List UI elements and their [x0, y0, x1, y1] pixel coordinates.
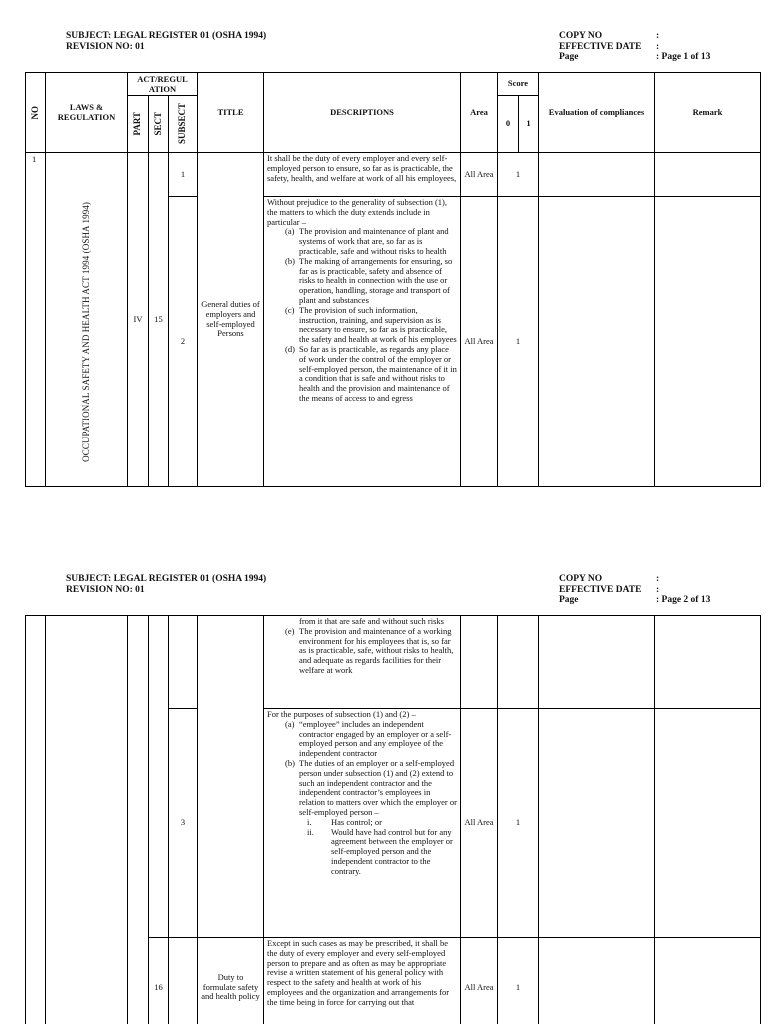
legal-register-table [25, 615, 761, 1024]
page-number-row [559, 595, 759, 606]
item-marker: ii. [307, 826, 314, 837]
subsection-cell: 1 [169, 153, 198, 197]
evaluation-cell [539, 709, 655, 938]
description-cell [264, 153, 461, 197]
item-text: The making of arrangements for ensuring, so far as is practicable, safety and absence of risks to health in connection with the use or operation, handling, storage and transport of plant and substances [299, 255, 453, 305]
part-cell: IV [128, 153, 149, 487]
header-left [66, 574, 266, 595]
header-meta [559, 31, 759, 63]
item-text: So far as is practicable, as regards any place of work under the control of the employer or self-employed person, the maintenance of it in a condition that is safe and without risks to health and the provision and maintenance of the means of access to and egress [299, 343, 457, 403]
title-cell [198, 616, 264, 938]
title-cell: General duties of employers and self-employed Persons [198, 153, 264, 487]
page-label: Page [559, 52, 579, 62]
col-score-header: Score [498, 73, 539, 96]
description-paragraph: It shall be the duty of every employer and every self-employed person to ensure, so far as is practicable, the safety, health, and welfare at work of all his employees, [267, 153, 457, 183]
item-text: The duties of an employer or a self-employed person under subsection (1) and (2) extend to such an independent contractor and the independent contractor’s employees in relation to matters over which the employer or self-employed person – [299, 757, 457, 817]
description-cell [264, 616, 461, 709]
subsection-cell [169, 938, 198, 1024]
remark-cell [655, 616, 761, 709]
part-cell [128, 616, 149, 1024]
page-number-row [559, 52, 759, 63]
col-no-label: NO [29, 105, 40, 120]
area-cell: All Area [461, 197, 498, 487]
col-score-1-header: 1 [519, 96, 539, 153]
description-item [267, 720, 457, 759]
table-row [26, 616, 761, 709]
legal-register-table [25, 72, 761, 487]
evaluation-cell [539, 197, 655, 487]
law-name: OCCUPATIONAL SAFETY AND HEALTH ACT 1994 (OSHA 1994) [80, 202, 91, 462]
effective-date-label: EFFECTIVE DATE [559, 584, 642, 595]
description-paragraph: Except in such cases as may be prescribed, it shall be the duty of every employer and every self-employed person to prepare and as often as may be appropriate revise a written statement of his general policy with respect to the safety and health at work of his employees and the organization and arrangements for the time being in force for carrying out that [267, 938, 450, 1007]
item-text: The provision of such information, instruction, training, and supervision as is necessary to ensure, so far as is practicable, the safety and health at work of his employees [299, 304, 457, 345]
header-meta [559, 574, 759, 606]
description-cell [264, 197, 461, 487]
effective-date-row [559, 585, 759, 596]
copy-no-row [559, 31, 759, 42]
subsection-cell: 2 [169, 197, 198, 487]
copy-no-value: : [656, 574, 660, 584]
description-text [267, 939, 457, 1008]
col-title-header: TITLE [198, 73, 264, 153]
copy-no-label: COPY NO [559, 574, 603, 584]
area-cell: All Area [461, 153, 498, 197]
item-text: The provision and maintenance of plant and systems of work that are, so far as is practicable, safe and without risks to health [299, 226, 449, 256]
col-laws-header: LAWS & REGULATION [46, 73, 128, 153]
item-marker: (c) [285, 304, 295, 315]
document-page-2 [0, 560, 768, 1024]
description-text [267, 198, 457, 404]
section-cell: 15 [149, 153, 169, 487]
revision-line: REVISION NO: 01 [66, 41, 145, 52]
item-text: Would have had control but for any agreement between the employer or self-employed person and the independent contractor to the contrary. [331, 826, 453, 876]
subject-line: SUBJECT: LEGAL REGISTER 01 (OSHA 1994) [66, 31, 267, 41]
item-marker: (b) [285, 757, 295, 768]
col-remark-header: Remark [655, 73, 761, 153]
entry-number [26, 616, 46, 1024]
col-no-header [26, 73, 46, 153]
copy-no-value: : [656, 31, 660, 41]
item-marker: (b) [285, 255, 295, 266]
description-cell [264, 709, 461, 938]
description-item [267, 627, 457, 676]
remark-cell [655, 709, 761, 938]
description-item [267, 257, 457, 306]
subsection-cell [169, 616, 198, 709]
law-name-cell [46, 616, 128, 1024]
col-act-header: ACT/REGUL ATION [128, 73, 198, 96]
col-subsect-header [169, 96, 198, 153]
item-marker: (d) [285, 343, 295, 354]
description-item [267, 759, 457, 818]
col-subsect-label: SUBSECT [177, 103, 188, 145]
effective-date-label: EFFECTIVE DATE [559, 41, 642, 52]
document-page-1 [0, 0, 768, 500]
area-cell [461, 616, 498, 709]
description-item [267, 227, 457, 256]
col-sect-label: SECT [152, 112, 163, 136]
score-cell: 1 [498, 197, 539, 487]
item-text: “employee” includes an independent contractor engaged by an employer or a self-employed person and any employee of the independent contractor [299, 718, 452, 759]
item-text: The provision and maintenance of a working environment for his employees that is, so far as is practicable, safe, without risks to health, and adequate as regards facilities for their welfare at work [299, 625, 454, 675]
score-cell: 1 [498, 153, 539, 197]
score-cell [498, 616, 539, 709]
col-score-0-header: 0 [498, 96, 519, 153]
page-number: : Page 2 of 13 [656, 595, 711, 605]
effective-date-value: : [656, 41, 660, 52]
score-cell: 1 [498, 938, 539, 1024]
col-descriptions-header: DESCRIPTIONS [264, 73, 461, 153]
subject-line: SUBJECT: LEGAL REGISTER 01 (OSHA 1994) [66, 574, 267, 584]
area-cell: All Area [461, 938, 498, 1024]
section-cell: 16 [149, 938, 169, 1024]
description-paragraph: Without prejudice to the generality of subsection (1), the matters to which the duty extends include in particular – [267, 197, 447, 227]
remark-cell [655, 938, 761, 1024]
item-marker: (e) [285, 625, 295, 636]
col-area-header: Area [461, 73, 498, 153]
area-cell: All Area [461, 709, 498, 938]
description-text [267, 154, 457, 183]
effective-date-row [559, 42, 759, 53]
col-part-label: PART [132, 112, 143, 136]
evaluation-cell [539, 153, 655, 197]
description-item [267, 345, 457, 404]
description-text [267, 710, 457, 877]
entry-number: 1 [26, 153, 46, 487]
page-number: : Page 1 of 13 [656, 52, 711, 62]
item-marker: (a) [285, 718, 295, 729]
description-item [267, 306, 457, 345]
col-sect-header [149, 96, 169, 153]
evaluation-cell [539, 616, 655, 709]
page-label: Page [559, 595, 579, 605]
description-paragraph: For the purposes of subsection (1) and (2) – [267, 709, 416, 719]
copy-no-label: COPY NO [559, 31, 603, 41]
item-marker: (a) [285, 226, 295, 237]
section-cell [149, 616, 169, 938]
table-row [26, 153, 761, 197]
table-header-row [26, 73, 761, 96]
remark-cell [655, 197, 761, 487]
description-text [267, 617, 457, 676]
law-name-cell [46, 153, 128, 487]
item-marker: i. [307, 816, 312, 827]
revision-line: REVISION NO: 01 [66, 584, 145, 595]
col-part-header [128, 96, 149, 153]
description-subitem [267, 828, 457, 877]
item-text: Has control; or [331, 816, 382, 827]
col-evaluation-header: Evaluation of compliances [539, 73, 655, 153]
score-cell: 1 [498, 709, 539, 938]
title-cell: Duty to formulate safety and health policy [198, 938, 264, 1024]
copy-no-row [559, 574, 759, 585]
evaluation-cell [539, 938, 655, 1024]
header-left [66, 31, 266, 52]
subsection-cell: 3 [169, 709, 198, 938]
effective-date-value: : [656, 584, 660, 595]
description-continuation: from it that are safe and without such risks [299, 616, 444, 626]
description-cell [264, 938, 461, 1024]
remark-cell [655, 153, 761, 197]
